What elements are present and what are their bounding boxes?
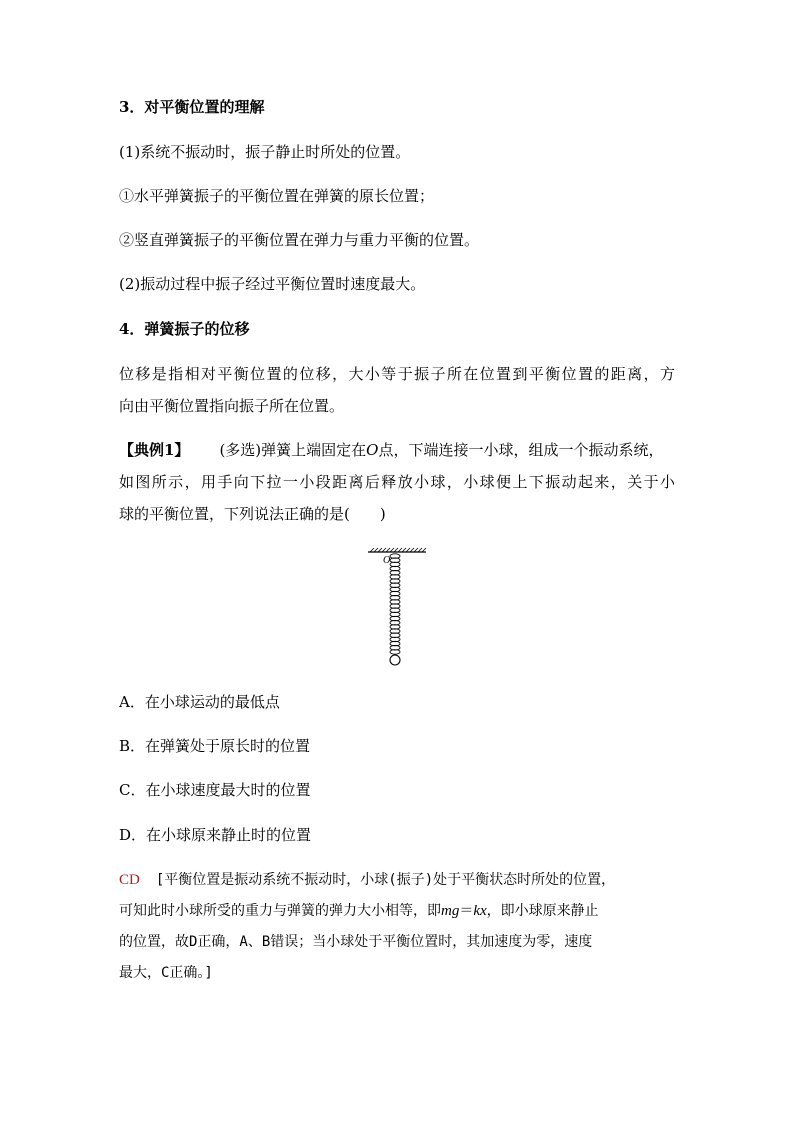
formula-kx: kx [473,903,487,919]
formula-equals: ＝ [459,903,474,919]
option-b: B．在弹簧处于原长时的位置 [119,737,311,755]
answer-line-2 [119,901,599,921]
option-c: C．在小球速度最大时的位置 [119,781,311,799]
spring-oscillator-figure [360,543,430,671]
example-tag: 【典例1】 [119,441,190,459]
section-3-paragraph-3: ②竖直弹簧振子的平衡位置在弹力与重力平衡的位置。 [119,231,480,249]
option-a: A．在小球运动的最低点 [119,693,280,711]
spring-coil [390,554,400,654]
point-o-label: O [383,555,391,566]
section-3-paragraph-2: ①水平弹簧振子的平衡位置在弹簧的原长位置； [119,187,435,205]
ball [390,655,400,665]
option-d: D．在小球原来静止时的位置 [119,826,312,844]
ceiling-hatch [368,548,426,552]
answer-key: CD [119,872,140,888]
example-line-1 [119,440,675,460]
example-line-2: 如图所示，用手向下拉一小段距离后释放小球，小球便上下振动起来，关于小 [119,473,675,491]
example-text-a: (多选)弹簧上端固定在 [219,441,367,459]
answer-line-3: 的位置，故D正确，A、B错误；当小球处于平衡位置时，其加速度为零，速度 [119,934,593,950]
answer-text-1: [平衡位置是振动系统不振动时，小球(振子)处于平衡状态时所处的位置， [155,872,616,888]
answer-line-4: 最大，C正确。] [119,965,213,981]
section-3-heading: 3．对平衡位置的理解 [119,98,265,116]
example-text-b: 点，下端连接一小球，组成一个振动系统， [378,441,664,459]
example-line-3: 球的平衡位置，下列说法正确的是( ) [119,505,386,523]
answer-line-1 [119,870,615,890]
section-3-paragraph-1: (1)系统不振动时，振子静止时所处的位置。 [119,143,411,161]
section-4-line-2: 向由平衡位置指向振子所在位置。 [119,397,345,415]
section-4-line-1: 位移是指相对平衡位置的位移，大小等于振子所在位置到平衡位置的距离，方 [119,365,675,383]
section-3-paragraph-4: (2)振动过程中振子经过平衡位置时速度最大。 [119,275,426,293]
formula-mg: mg [441,903,460,919]
answer-text-2b: ，即小球原来静止 [486,903,599,919]
example-point-o: O [366,441,379,459]
answer-text-2a: 可知此时小球所受的重力与弹簧的弹力大小相等，即 [119,903,441,919]
section-4-heading: 4．弹簧振子的位移 [119,320,250,338]
